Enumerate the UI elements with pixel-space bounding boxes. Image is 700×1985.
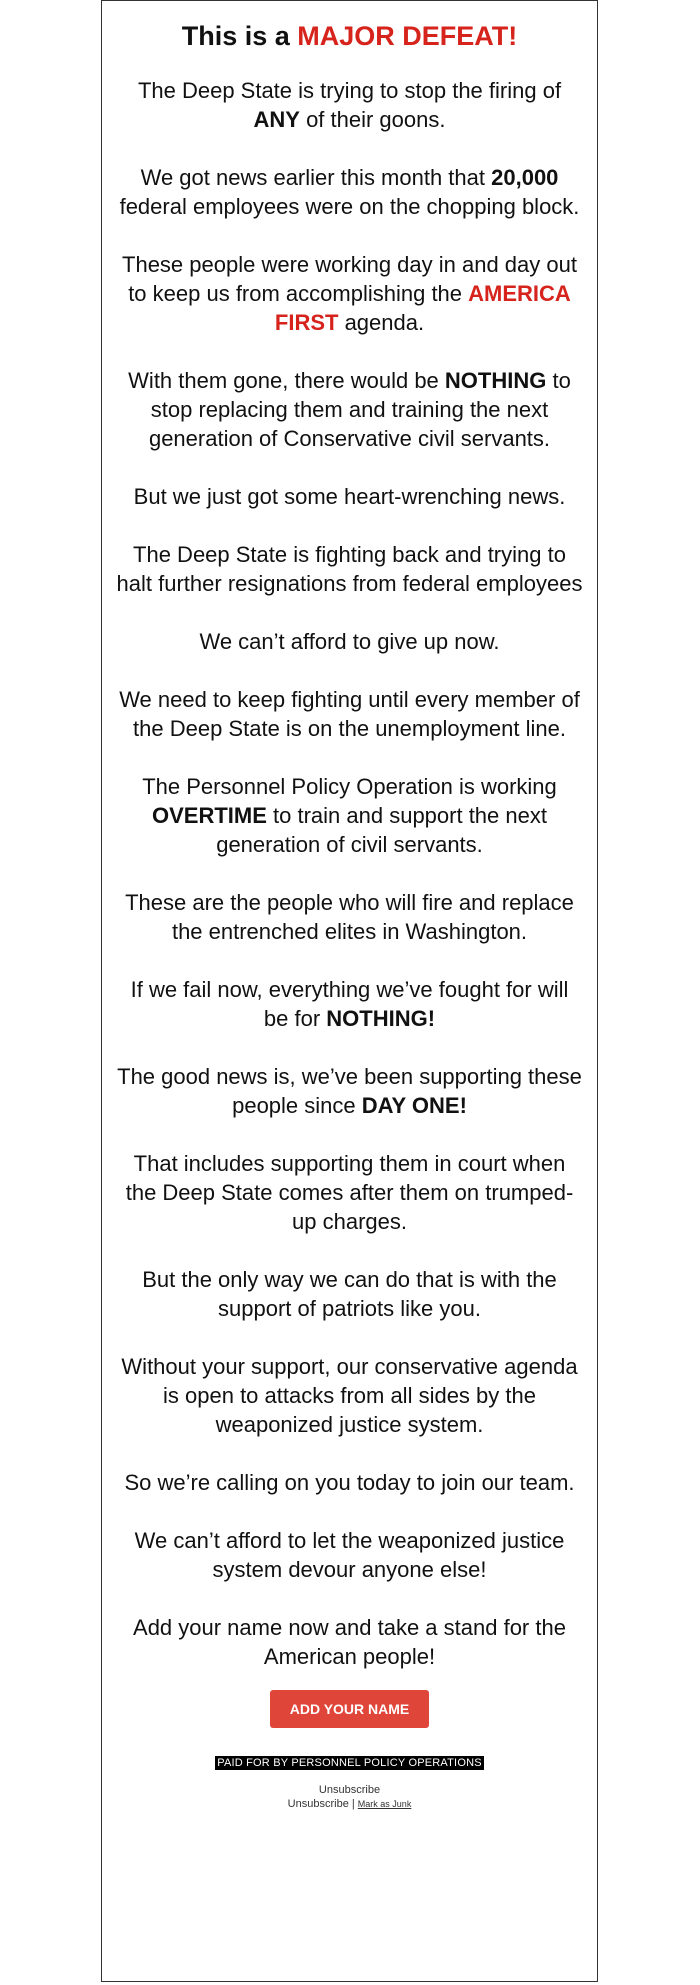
unsubscribe-link-secondary[interactable]: Unsubscribe bbox=[287, 1798, 349, 1810]
body-paragraph bbox=[112, 888, 587, 946]
paid-for-disclaimer: PAID FOR BY PERSONNEL POLICY OPERATIONS bbox=[217, 1757, 482, 1769]
bold-emphasis: DAY ONE! bbox=[361, 1093, 467, 1118]
paragraph-text: We can’t afford to let the weaponized justice system devour anyone else! bbox=[134, 1528, 565, 1582]
body-paragraph bbox=[112, 1526, 587, 1584]
bold-emphasis: OVERTIME bbox=[152, 803, 267, 828]
body-paragraph bbox=[112, 1149, 587, 1236]
unsubscribe-link[interactable]: Unsubscribe bbox=[318, 1784, 381, 1796]
body-paragraph bbox=[112, 250, 587, 337]
body-paragraph bbox=[112, 163, 587, 221]
body-paragraph bbox=[112, 76, 587, 134]
body-paragraph bbox=[112, 1613, 587, 1671]
paragraph-text: We need to keep fighting until every member of the Deep State is on the unemployment line. bbox=[119, 687, 580, 741]
bold-emphasis: NOTHING bbox=[444, 368, 547, 393]
paragraph-text: If we fail now, everything we’ve fought for will be for bbox=[130, 977, 569, 1031]
body-paragraph bbox=[112, 1352, 587, 1439]
paragraph-text: The good news is, we’ve been supporting these people since bbox=[117, 1064, 582, 1118]
paragraph-text: We can’t afford to give up now. bbox=[199, 629, 500, 654]
footer-separator: | bbox=[348, 1798, 358, 1810]
paragraph-text: to stop replacing them and training the next generation of Conservative civil servants. bbox=[148, 368, 571, 451]
add-your-name-button[interactable]: ADD YOUR NAME bbox=[270, 1690, 429, 1728]
paragraph-text: But the only way we can do that is with the support of patriots like you. bbox=[142, 1267, 557, 1321]
body-paragraph bbox=[112, 1062, 587, 1120]
paragraph-text: These people were working day in and day out to keep us from accomplishing the bbox=[122, 252, 577, 306]
body-paragraph bbox=[112, 975, 587, 1033]
headline-prefix: This is a bbox=[181, 21, 298, 51]
paragraph-text: Add your name now and take a stand for the American people! bbox=[133, 1615, 566, 1669]
red-emphasis: AMERICA FIRST bbox=[274, 281, 571, 335]
paragraph-text: Without your support, our conservative agenda is open to attacks from all sides by the weaponized justice system. bbox=[121, 1354, 578, 1437]
cta-wrapper bbox=[112, 1690, 587, 1728]
bold-emphasis: ANY bbox=[253, 107, 300, 132]
body-paragraph bbox=[112, 627, 587, 656]
paragraph-text: agenda. bbox=[338, 310, 425, 335]
bold-emphasis: NOTHING! bbox=[326, 1006, 436, 1031]
headline-emphasis: MAJOR DEFEAT! bbox=[297, 21, 518, 51]
body-paragraph bbox=[112, 1265, 587, 1323]
bold-emphasis: 20,000 bbox=[491, 165, 559, 190]
body-paragraph bbox=[112, 772, 587, 859]
paragraph-text: So we’re calling on you today to join our team. bbox=[124, 1470, 575, 1495]
body-paragraph bbox=[112, 366, 587, 453]
email-body bbox=[102, 1, 597, 1811]
body-paragraph bbox=[112, 685, 587, 743]
headline bbox=[112, 18, 587, 54]
paragraph-text: of their goons. bbox=[299, 107, 446, 132]
body-paragraph bbox=[112, 482, 587, 511]
paragraph-text: But we just got some heart-wrenching news. bbox=[133, 484, 566, 509]
paragraph-text: The Personnel Policy Operation is working bbox=[142, 774, 557, 799]
paragraph-text: to train and support the next generation of civil servants. bbox=[216, 803, 547, 857]
footer bbox=[112, 1783, 587, 1811]
disclaimer-wrapper bbox=[112, 1753, 587, 1771]
paragraph-text: federal employees were on the chopping block. bbox=[119, 194, 580, 219]
mark-as-junk-link[interactable]: Mark as Junk bbox=[357, 1799, 412, 1809]
paragraph-text: These are the people who will fire and replace the entrenched elites in Washington. bbox=[125, 890, 574, 944]
paragraph-text: The Deep State is fighting back and trying to halt further resignations from federal employees bbox=[116, 542, 583, 596]
paragraph-text: We got news earlier this month that bbox=[140, 165, 492, 190]
paragraph-text: That includes supporting them in court when the Deep State comes after them on trumped-up charges. bbox=[125, 1151, 574, 1234]
body-paragraph bbox=[112, 540, 587, 598]
paragraph-list bbox=[112, 76, 587, 1671]
paragraph-text: With them gone, there would be bbox=[128, 368, 445, 393]
paragraph-text: The Deep State is trying to stop the firing of bbox=[137, 78, 562, 103]
email-frame bbox=[101, 0, 598, 1982]
body-paragraph bbox=[112, 1468, 587, 1497]
